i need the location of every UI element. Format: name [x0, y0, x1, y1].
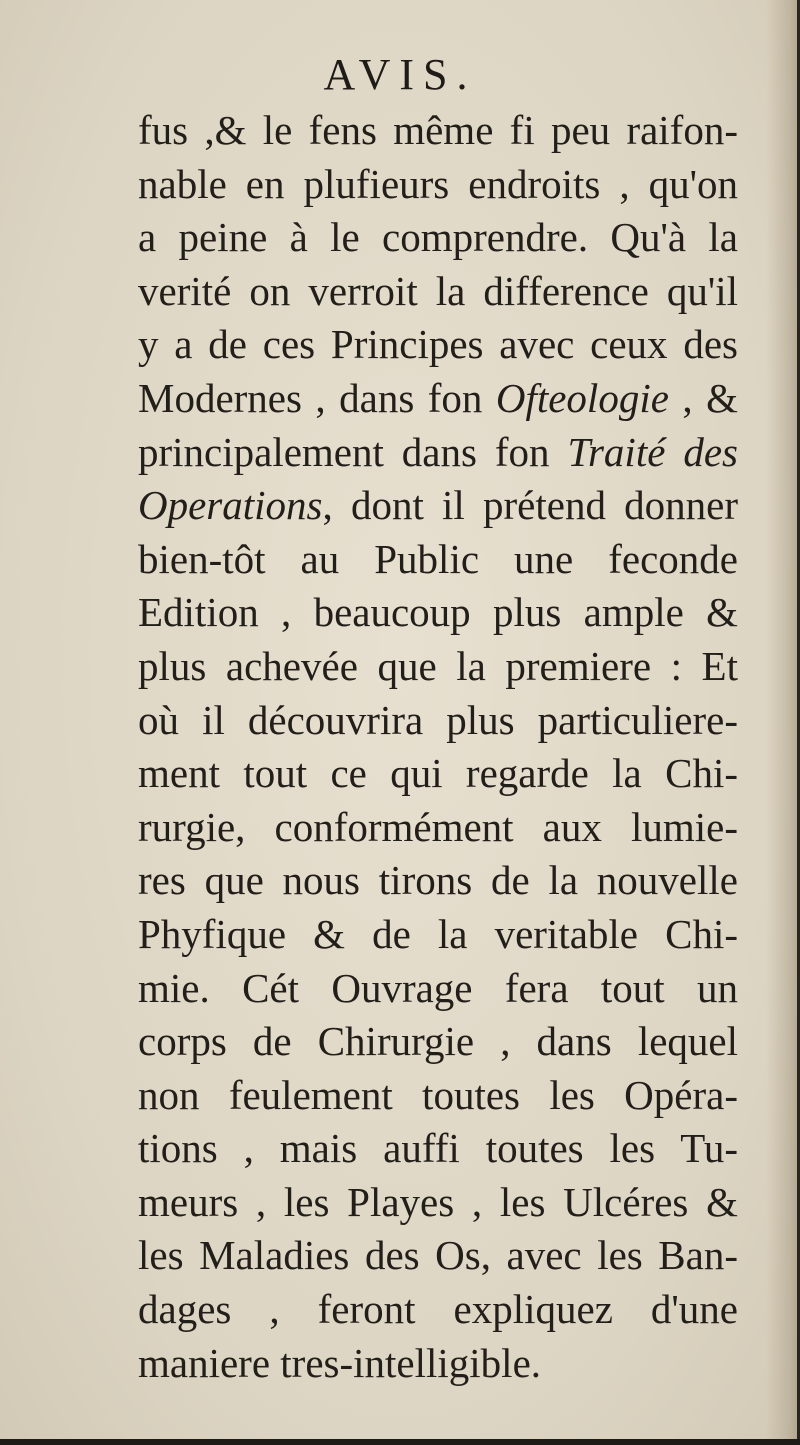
text-line — [138, 1069, 738, 1123]
italic-text: Ofteologie — [495, 374, 669, 421]
text-line — [138, 479, 738, 533]
text-line — [138, 533, 738, 587]
text-line — [138, 318, 738, 372]
text-run: a peine à le comprendre. Qu'à la — [138, 214, 738, 261]
text-line — [138, 158, 738, 212]
text-line — [138, 211, 738, 265]
text-line — [138, 747, 738, 801]
text-line — [138, 586, 738, 640]
text-line — [138, 801, 738, 855]
body-text — [138, 104, 738, 1390]
running-header: AVIS. — [323, 50, 477, 99]
page-edge-shadow — [766, 0, 800, 1445]
text-run: , dont il prétend donner — [322, 482, 738, 529]
text-line — [138, 426, 738, 480]
text-run: verité on verroit la difference qu'il — [138, 267, 738, 314]
page-bottom-border — [0, 1439, 800, 1445]
text-run: rurgie, conformément aux lumie- — [138, 803, 738, 850]
text-line — [138, 854, 738, 908]
text-run: plus achevée que la premiere : Et — [138, 642, 738, 689]
text-line — [138, 962, 738, 1016]
text-line — [138, 372, 738, 426]
text-line — [138, 104, 738, 158]
text-line — [138, 1283, 738, 1337]
text-run: les Maladies des Os, avec les Ban- — [138, 1232, 738, 1279]
text-line — [138, 1337, 738, 1391]
text-run: Phyfique & de la veritable Chi- — [138, 910, 738, 957]
text-run: tions , mais auffi toutes les Tu- — [138, 1125, 738, 1172]
text-run: bien-tôt au Public une feconde — [138, 535, 738, 582]
text-run: ment tout ce qui regarde la Chi- — [138, 750, 738, 797]
text-line — [138, 1015, 738, 1069]
text-line — [138, 640, 738, 694]
text-run: meurs , les Playes , les Ulcéres & — [138, 1178, 738, 1225]
text-run: res que nous tirons de la nouvelle — [138, 857, 738, 904]
text-run: où il découvrira plus particuliere- — [138, 696, 738, 743]
text-run: corps de Chirurgie , dans lequel — [138, 1018, 738, 1065]
text-line — [138, 908, 738, 962]
italic-text: Operations — [138, 482, 323, 529]
text-run: dages , feront expliquez d'une — [138, 1286, 738, 1333]
text-run: , & — [668, 374, 738, 421]
text-run: Modernes , dans fon — [138, 374, 496, 421]
text-line — [138, 265, 738, 319]
text-line — [138, 1122, 738, 1176]
text-line — [138, 1229, 738, 1283]
text-run: fus ,& le fens même fi peu raifon- — [138, 107, 738, 153]
text-run: principalement dans fon — [138, 428, 568, 475]
text-run: Edition , beaucoup plus ample & — [138, 589, 738, 636]
text-line — [138, 1176, 738, 1230]
text-line — [138, 694, 738, 748]
text-run: non feulement toutes les Opéra- — [138, 1071, 738, 1118]
text-run: mie. Cét Ouvrage fera tout un — [138, 964, 738, 1011]
italic-text: Traité des — [567, 428, 738, 475]
text-run: y a de ces Principes avec ceux des — [138, 321, 738, 368]
text-run: nable en plufieurs endroits , qu'on — [138, 160, 738, 207]
text-run: maniere tres-intelligible. — [138, 1339, 542, 1386]
